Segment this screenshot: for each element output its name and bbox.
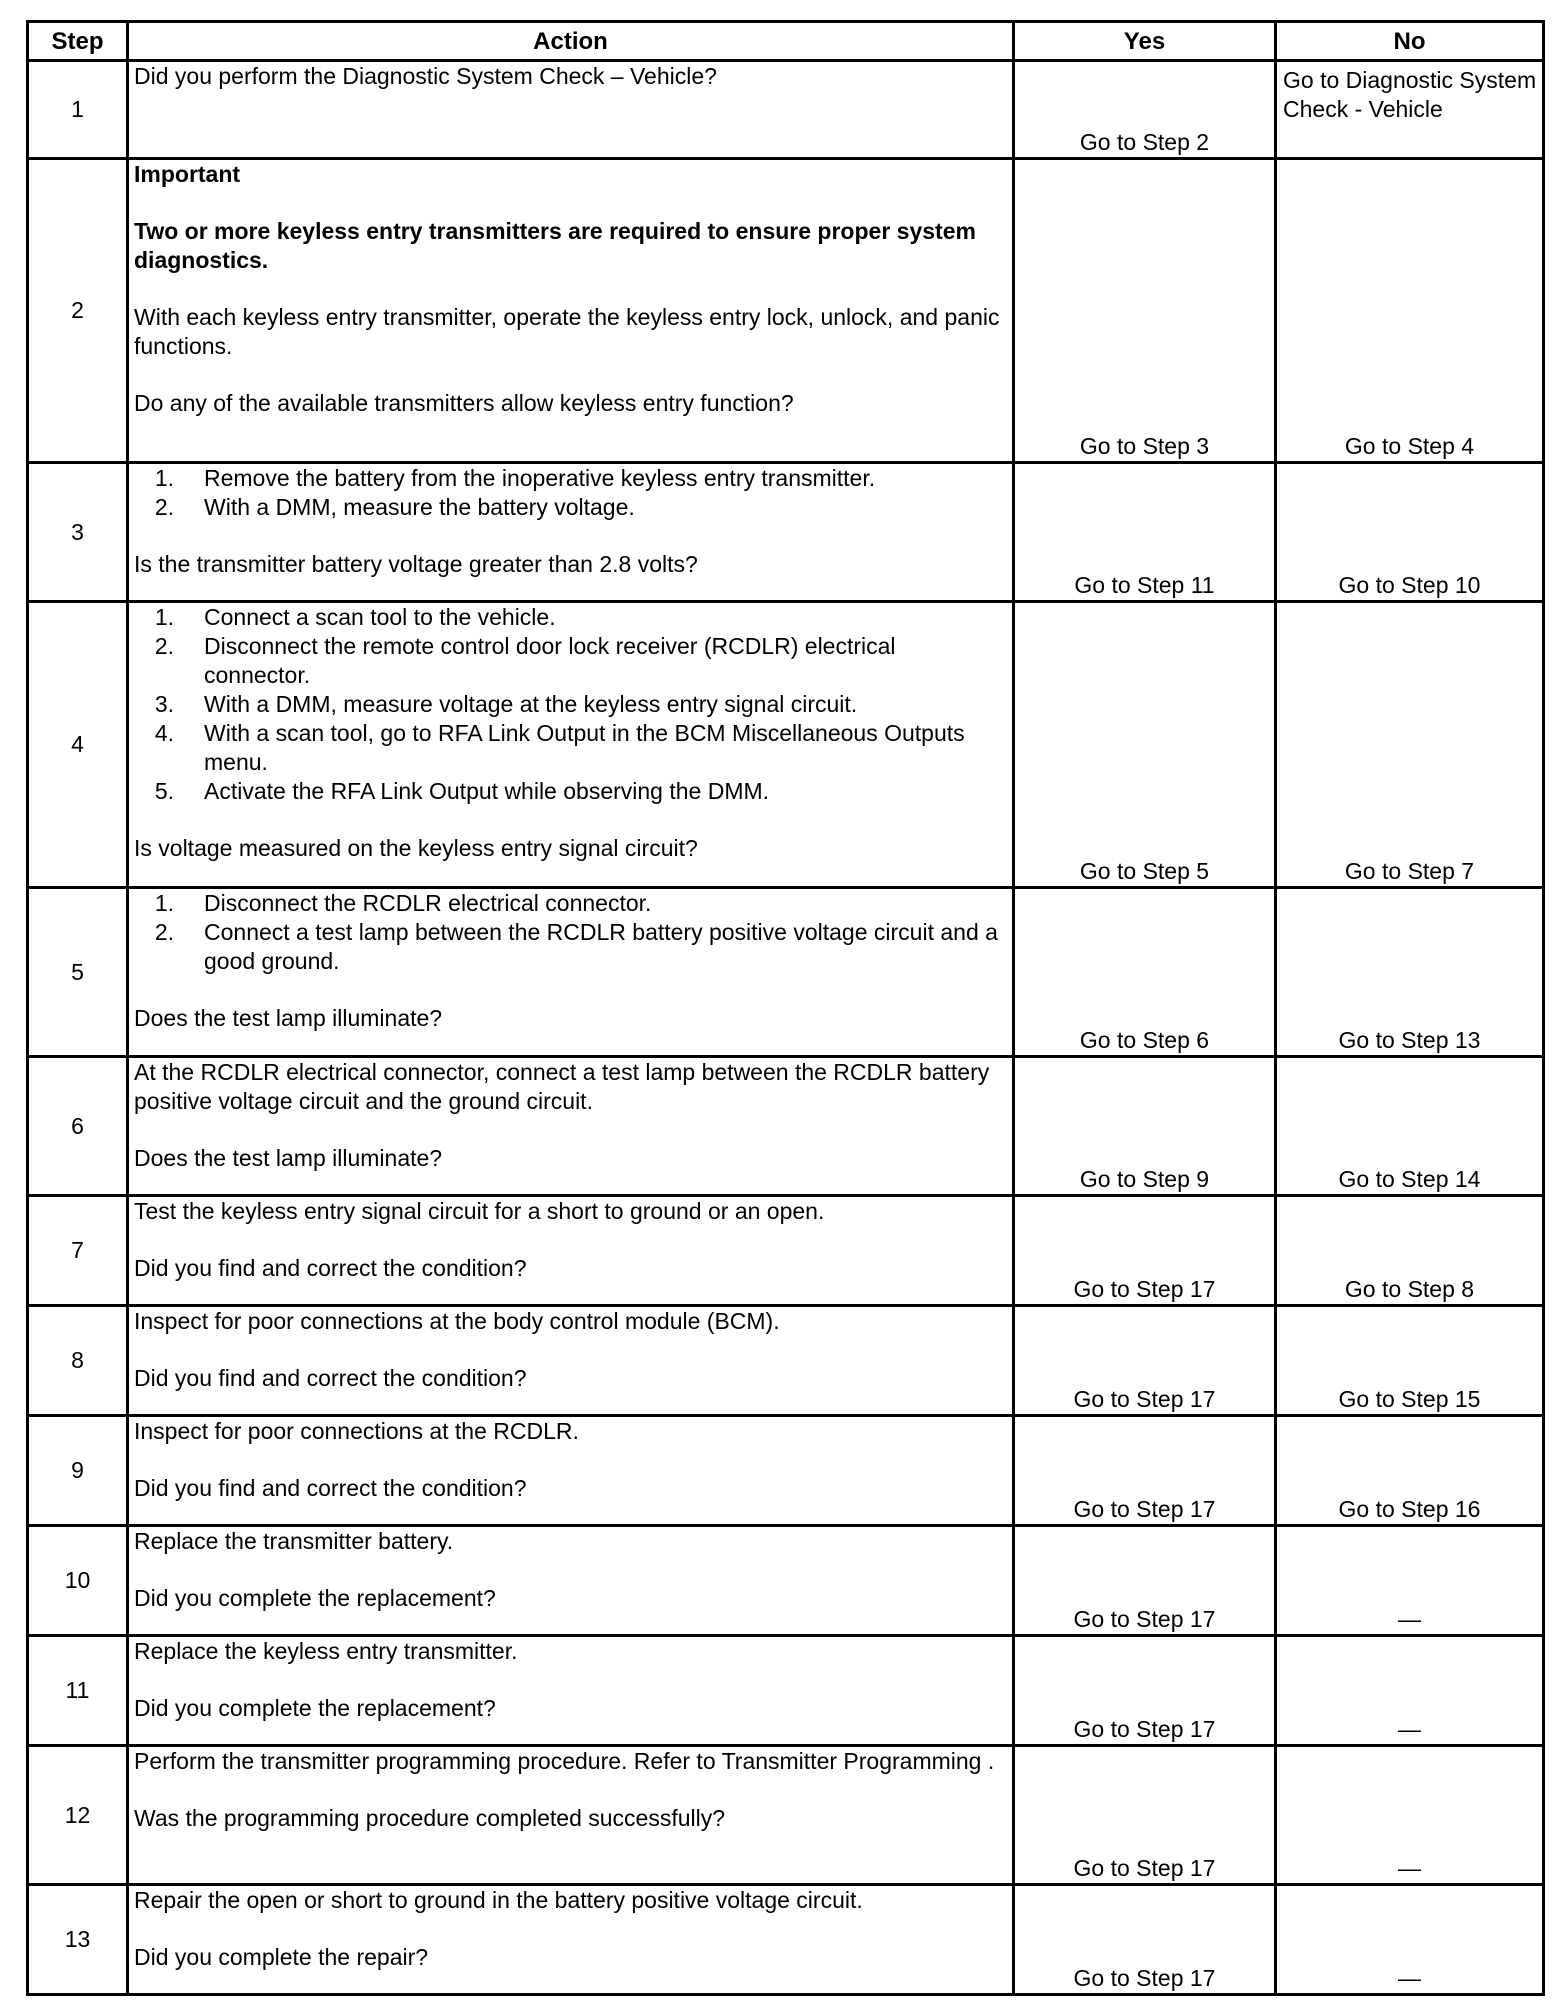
action-question: Do any of the available transmitters allow keyless entry function? (134, 390, 794, 416)
yes-cell: Go to Step 2 (1014, 61, 1276, 159)
step-number: 1 (28, 61, 128, 159)
action-cell (128, 1636, 1014, 1746)
action-text: Inspect for poor connections at the body control module (BCM). (134, 1308, 780, 1334)
list-item: 5. Activate the RFA Link Output while observing the DMM. (154, 778, 770, 804)
step-number: 12 (28, 1746, 128, 1885)
no-cell: Go to Step 14 (1276, 1057, 1544, 1196)
table-header-row (28, 22, 1544, 61)
action-text: Inspect for poor connections at the RCDLR. (134, 1418, 579, 1444)
action-text: Replace the keyless entry transmitter. (134, 1638, 518, 1664)
step-number: 6 (28, 1057, 128, 1196)
no-cell: Go to Step 7 (1276, 602, 1544, 888)
action-question: Is voltage measured on the keyless entry signal circuit? (134, 835, 698, 861)
list-item: 2. Disconnect the remote control door lock receiver (RCDLR) electrical connector. (154, 633, 896, 688)
table-row (28, 888, 1544, 1057)
action-question: Did you find and correct the condition? (134, 1365, 527, 1391)
table-row (28, 1526, 1544, 1636)
action-question: Did you complete the repair? (134, 1944, 429, 1970)
yes-cell: Go to Step 17 (1014, 1196, 1276, 1306)
action-cell (128, 61, 1014, 159)
action-question: Does the test lamp illuminate? (134, 1005, 443, 1031)
step-number: 4 (28, 602, 128, 888)
table-row (28, 61, 1544, 159)
action-question: Does the test lamp illuminate? (134, 1145, 443, 1171)
list-item: 2. With a DMM, measure the battery voltage. (154, 494, 635, 520)
step-number: 5 (28, 888, 128, 1057)
important-text: Two or more keyless entry transmitters are required to ensure proper system diagnostics. (134, 218, 976, 273)
no-cell: Go to Diagnostic System Check - Vehicle (1276, 61, 1544, 159)
list-item: 4. With a scan tool, go to RFA Link Output in the BCM Miscellaneous Outputs menu. (154, 720, 965, 775)
step-number: 9 (28, 1416, 128, 1526)
action-list (134, 603, 1007, 806)
action-list (134, 889, 1007, 976)
no-cell: — (1276, 1526, 1544, 1636)
header-no: No (1276, 22, 1544, 61)
action-cell (128, 1526, 1014, 1636)
yes-cell: Go to Step 17 (1014, 1636, 1276, 1746)
action-text: Replace the transmitter battery. (134, 1528, 454, 1554)
list-item: 2. Connect a test lamp between the RCDLR battery positive voltage circuit and a good ground. (154, 919, 998, 974)
no-cell: Go to Step 16 (1276, 1416, 1544, 1526)
step-number: 10 (28, 1526, 128, 1636)
action-question: Was the programming procedure completed successfully? (134, 1805, 726, 1831)
table-row (28, 1885, 1544, 1995)
step-number: 3 (28, 463, 128, 602)
no-cell: — (1276, 1636, 1544, 1746)
list-item: 1. Connect a scan tool to the vehicle. (154, 604, 556, 630)
yes-cell: Go to Step 11 (1014, 463, 1276, 602)
table-row (28, 602, 1544, 888)
yes-cell: Go to Step 3 (1014, 159, 1276, 463)
action-list (134, 464, 1007, 522)
action-cell (128, 159, 1014, 463)
yes-cell: Go to Step 17 (1014, 1746, 1276, 1885)
action-cell (128, 1416, 1014, 1526)
step-number: 7 (28, 1196, 128, 1306)
action-question: Is the transmitter battery voltage greater than 2.8 volts? (134, 551, 698, 577)
header-action: Action (128, 22, 1014, 61)
action-cell (128, 1885, 1014, 1995)
diagnostic-table (26, 20, 1545, 1996)
step-number: 2 (28, 159, 128, 463)
table-row (28, 1306, 1544, 1416)
yes-cell: Go to Step 9 (1014, 1057, 1276, 1196)
action-cell (128, 1196, 1014, 1306)
action-cell (128, 1746, 1014, 1885)
step-number: 11 (28, 1636, 128, 1746)
action-cell (128, 602, 1014, 888)
no-cell: Go to Step 8 (1276, 1196, 1544, 1306)
action-text: Repair the open or short to ground in the battery positive voltage circuit. (134, 1887, 863, 1913)
yes-cell: Go to Step 17 (1014, 1416, 1276, 1526)
action-text: Perform the transmitter programming procedure. Refer to Transmitter Programming . (134, 1748, 995, 1774)
action-text: Test the keyless entry signal circuit for a short to ground or an open. (134, 1198, 825, 1224)
table-row (28, 1057, 1544, 1196)
action-question: Did you find and correct the condition? (134, 1475, 527, 1501)
table-row (28, 1416, 1544, 1526)
no-cell: Go to Step 10 (1276, 463, 1544, 602)
list-item: 3. With a DMM, measure voltage at the keyless entry signal circuit. (154, 691, 858, 717)
action-cell (128, 1057, 1014, 1196)
list-item: 1. Disconnect the RCDLR electrical connector. (154, 890, 652, 916)
action-text: With each keyless entry transmitter, operate the keyless entry lock, unlock, and panic functions. (134, 304, 1000, 359)
no-cell: Go to Step 4 (1276, 159, 1544, 463)
header-yes: Yes (1014, 22, 1276, 61)
yes-cell: Go to Step 17 (1014, 1526, 1276, 1636)
step-number: 13 (28, 1885, 128, 1995)
action-question: Did you complete the replacement? (134, 1585, 496, 1611)
header-step: Step (28, 22, 128, 61)
yes-cell: Go to Step 17 (1014, 1885, 1276, 1995)
yes-cell: Go to Step 6 (1014, 888, 1276, 1057)
list-item: 1. Remove the battery from the inoperative keyless entry transmitter. (154, 465, 876, 491)
no-cell: — (1276, 1746, 1544, 1885)
no-cell: Go to Step 15 (1276, 1306, 1544, 1416)
table-row (28, 1636, 1544, 1746)
action-cell (128, 1306, 1014, 1416)
yes-cell: Go to Step 5 (1014, 602, 1276, 888)
no-cell: — (1276, 1885, 1544, 1995)
action-question: Did you find and correct the condition? (134, 1255, 527, 1281)
table-row (28, 1196, 1544, 1306)
action-text: At the RCDLR electrical connector, connect a test lamp between the RCDLR battery positive voltage circuit and the ground circuit. (134, 1059, 990, 1114)
action-question: Did you complete the replacement? (134, 1695, 496, 1721)
action-cell (128, 888, 1014, 1057)
no-cell: Go to Step 13 (1276, 888, 1544, 1057)
step-number: 8 (28, 1306, 128, 1416)
important-label: Important (134, 161, 241, 187)
table-row (28, 463, 1544, 602)
table-row (28, 1746, 1544, 1885)
yes-cell: Go to Step 17 (1014, 1306, 1276, 1416)
action-cell (128, 463, 1014, 602)
action-text: Did you perform the Diagnostic System Check – Vehicle? (134, 63, 717, 89)
table-row (28, 159, 1544, 463)
